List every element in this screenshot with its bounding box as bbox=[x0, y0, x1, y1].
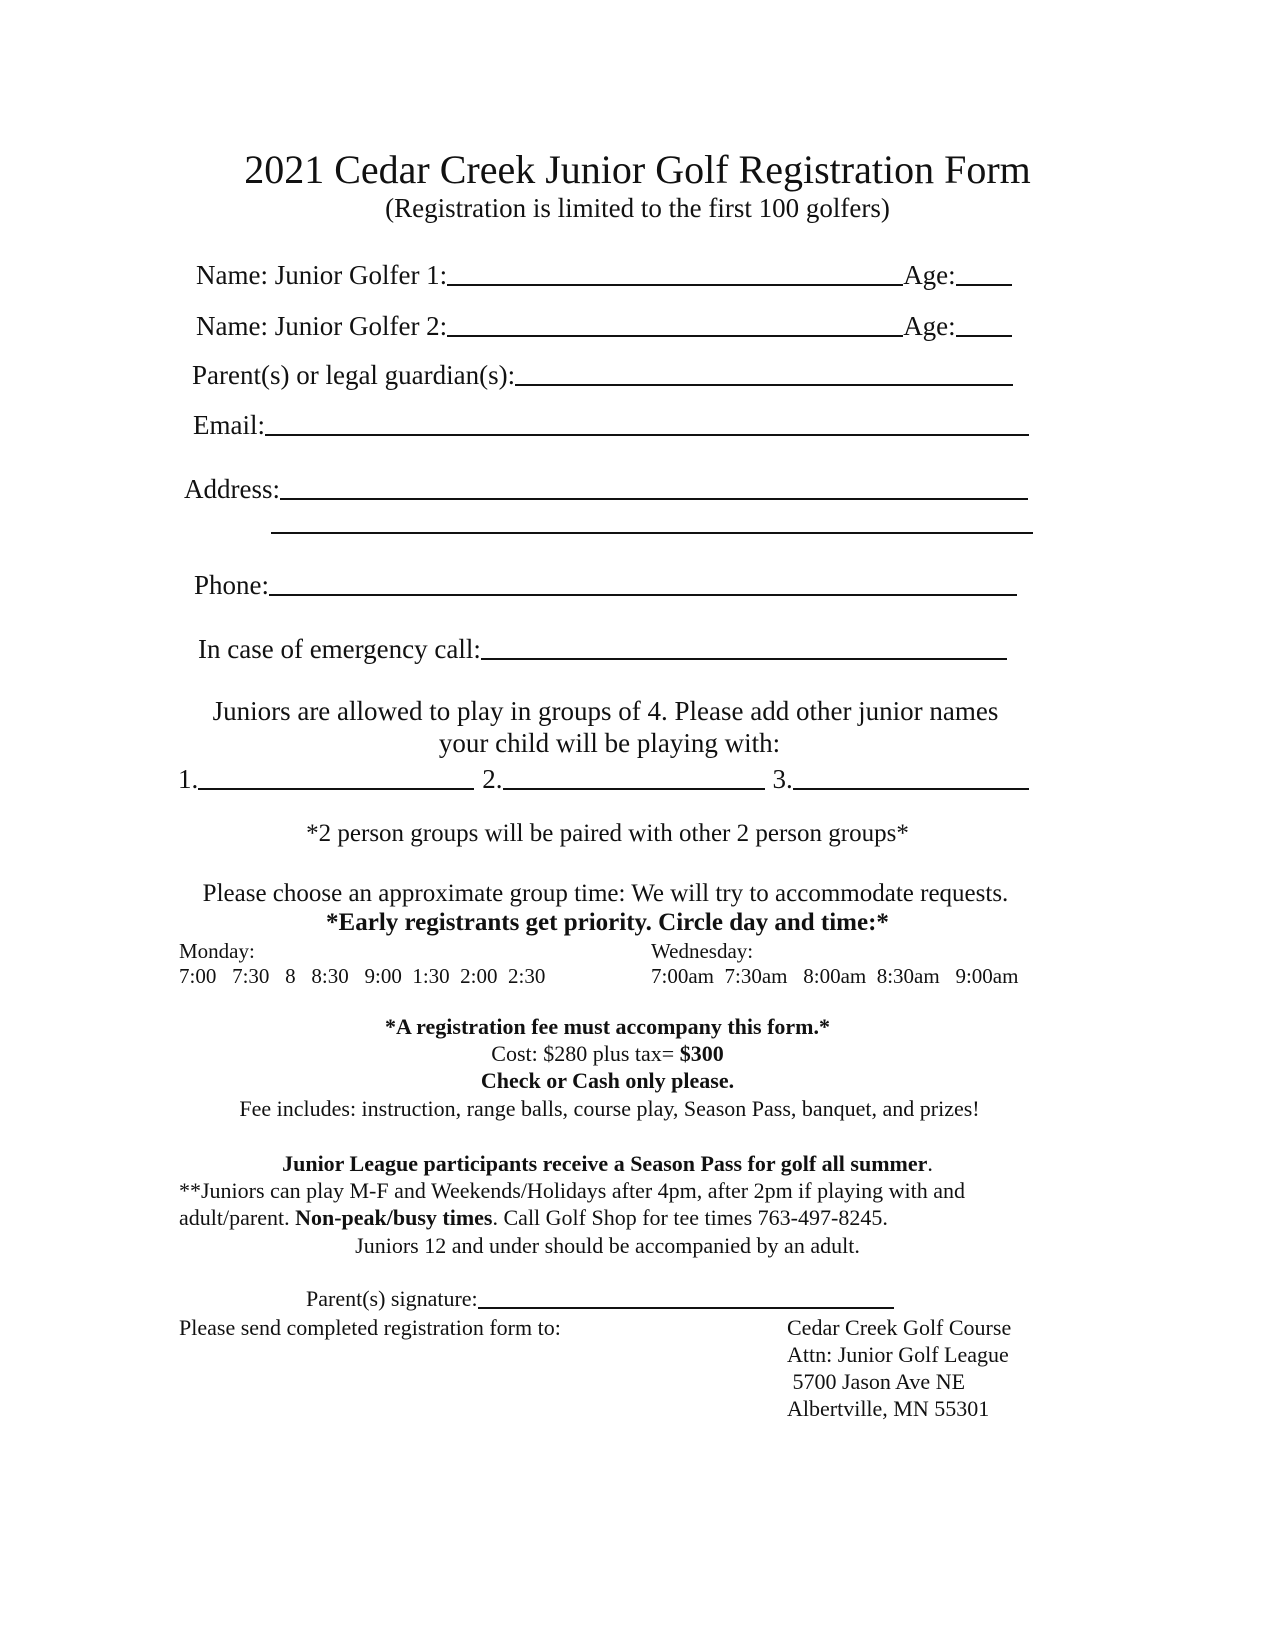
form-title: 2021 Cedar Creek Junior Golf Registration Form bbox=[244, 147, 1031, 192]
form-subtitle: (Registration is limited to the first 100 golfers) bbox=[385, 193, 890, 223]
send-to-label: Please send completed registration form to: bbox=[179, 1315, 561, 1340]
golfer2-name-input[interactable] bbox=[447, 309, 903, 337]
phone-input[interactable] bbox=[269, 568, 1017, 596]
monday-label: Monday: bbox=[179, 939, 255, 963]
league-play-times: **Juniors can play M-F and Weekends/Holidays after 4pm, after 2pm if playing with and bbox=[179, 1178, 965, 1203]
fee-notice: *A registration fee must accompany this form.* bbox=[384, 1014, 831, 1039]
emergency-label: In case of emergency call: bbox=[198, 634, 481, 664]
league-age-note: Juniors 12 and under should be accompanied by an adult. bbox=[355, 1233, 860, 1258]
email-label: Email: bbox=[193, 410, 265, 440]
mailing-address-line-3: 5700 Jason Ave NE bbox=[787, 1369, 966, 1394]
golfer1-name-input[interactable] bbox=[447, 258, 903, 286]
mailing-address-line-4: Albertville, MN 55301 bbox=[787, 1396, 990, 1421]
golfer2-age-input[interactable] bbox=[956, 309, 1012, 337]
groups-instructions-2: your child will be playing with: bbox=[438, 728, 781, 758]
address-label: Address: bbox=[184, 474, 280, 504]
priority-note: *Early registrants get priority. Circle day and time:* bbox=[326, 909, 889, 936]
league-tee-times-b: . Call Golf Shop for tee times 763-497-8245. bbox=[492, 1205, 888, 1230]
monday-times[interactable]: 7:00 7:30 8 8:30 9:00 1:30 2:00 2:30 bbox=[179, 964, 546, 988]
group-member-3-input[interactable] bbox=[793, 762, 1029, 790]
league-season-pass-bold: Junior League participants receive a Season Pass for golf all summer bbox=[282, 1151, 928, 1176]
cost-prefix: Cost: $280 plus tax= bbox=[491, 1041, 680, 1066]
group-member-1-input[interactable] bbox=[198, 762, 474, 790]
wednesday-times[interactable]: 7:00am 7:30am 8:00am 8:30am 9:00am bbox=[651, 964, 1019, 988]
league-nonpeak: Non-peak/busy times bbox=[295, 1205, 493, 1230]
league-season-pass bbox=[0, 1151, 1245, 1177]
guardian-input[interactable] bbox=[515, 358, 1013, 386]
time-intro: Please choose an approximate group time: We will try to accommodate requests. bbox=[202, 880, 1009, 907]
league-season-pass-end: . bbox=[927, 1151, 933, 1176]
fee-includes: Fee includes: instruction, range balls, course play, Season Pass, banquet, and prizes! bbox=[239, 1096, 980, 1121]
signature-input[interactable] bbox=[478, 1285, 894, 1309]
golfer1-row bbox=[196, 258, 1012, 291]
golfer1-age-input[interactable] bbox=[956, 258, 1012, 286]
golfer1-age-label: Age: bbox=[903, 260, 956, 290]
group-names-row bbox=[178, 762, 1029, 795]
pairing-note: *2 person groups will be paired with other 2 person groups* bbox=[306, 820, 909, 847]
guardian-row bbox=[192, 358, 1013, 391]
wednesday-label: Wednesday: bbox=[651, 939, 754, 963]
address-input-line1[interactable] bbox=[280, 472, 1028, 500]
golfer2-row bbox=[196, 309, 1012, 342]
group-member-2-label: 2. bbox=[482, 764, 503, 794]
phone-label: Phone: bbox=[194, 570, 270, 600]
group-member-1-label: 1. bbox=[178, 764, 199, 794]
emergency-input[interactable] bbox=[481, 632, 1007, 660]
group-member-2-input[interactable] bbox=[503, 762, 765, 790]
email-input[interactable] bbox=[265, 408, 1029, 436]
groups-instructions-1: Juniors are allowed to play in groups of 4. Please add other junior names bbox=[212, 696, 999, 726]
address-input-line2[interactable] bbox=[271, 531, 1033, 534]
golfer2-label: Name: Junior Golfer 2: bbox=[196, 311, 448, 341]
phone-row bbox=[194, 568, 1017, 601]
mailing-address-line-2: Attn: Junior Golf League bbox=[787, 1342, 1009, 1367]
address-row bbox=[184, 472, 1028, 505]
group-member-3-label: 3. bbox=[772, 764, 793, 794]
emergency-row bbox=[198, 632, 1007, 665]
golfer2-age-label: Age: bbox=[903, 311, 956, 341]
signature-label: Parent(s) signature: bbox=[306, 1286, 478, 1311]
guardian-label: Parent(s) or legal guardian(s): bbox=[192, 360, 516, 390]
cost-line bbox=[0, 1041, 1245, 1067]
payment-method: Check or Cash only please. bbox=[480, 1068, 735, 1093]
mailing-address-line-1: Cedar Creek Golf Course bbox=[787, 1315, 1012, 1340]
league-tee-times-a: adult/parent. bbox=[179, 1205, 296, 1230]
golfer1-label: Name: Junior Golfer 1: bbox=[196, 260, 448, 290]
email-row bbox=[193, 408, 1029, 441]
signature-row bbox=[306, 1285, 894, 1312]
league-tee-times bbox=[179, 1205, 888, 1231]
cost-total: $300 bbox=[679, 1041, 724, 1066]
